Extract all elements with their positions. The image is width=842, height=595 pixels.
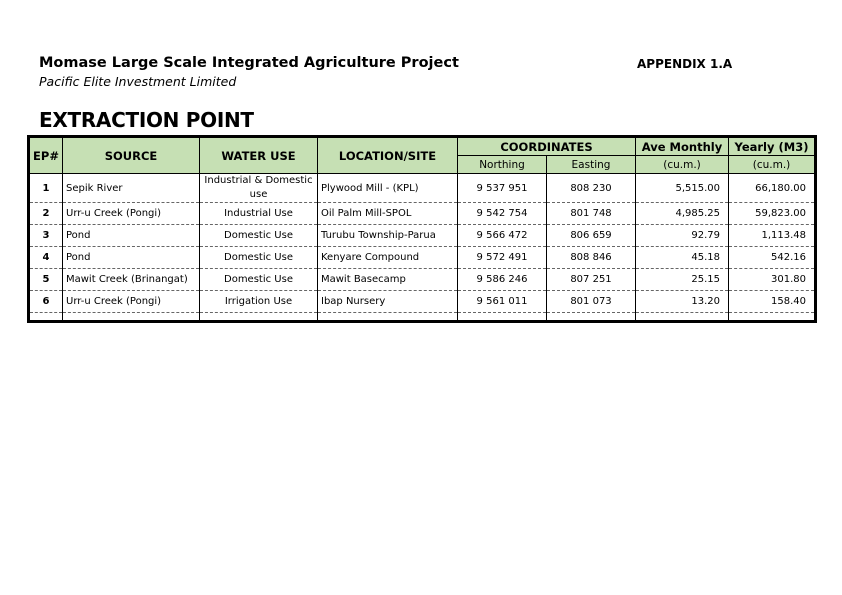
extraction-point-table bbox=[27, 135, 817, 323]
cell-ave-monthly: 13.20 bbox=[636, 291, 729, 313]
cell-ep: 1 bbox=[29, 174, 63, 203]
header-ave-monthly-unit: (cu.m.) bbox=[636, 156, 729, 174]
cell-ave-monthly: 92.79 bbox=[636, 225, 729, 247]
table-row bbox=[29, 291, 816, 313]
header-location: LOCATION/SITE bbox=[318, 137, 458, 174]
project-title: Momase Large Scale Integrated Agriculture Project bbox=[39, 55, 459, 71]
cell-ep: 4 bbox=[29, 247, 63, 269]
table-row bbox=[29, 203, 816, 225]
cell-source: Pond bbox=[63, 225, 200, 247]
cell-yearly: 158.40 bbox=[729, 291, 816, 313]
cell-yearly: 59,823.00 bbox=[729, 203, 816, 225]
cell-source: Urr-u Creek (Pongi) bbox=[63, 203, 200, 225]
header-ave-monthly: Ave Monthly bbox=[636, 137, 729, 156]
table-row-empty bbox=[29, 313, 816, 322]
cell-northing: 9 572 491 bbox=[458, 247, 547, 269]
header-coordinates: COORDINATES bbox=[458, 137, 636, 156]
cell-water-use: Industrial Use bbox=[200, 203, 318, 225]
appendix-label: APPENDIX 1.A bbox=[637, 57, 733, 71]
cell-location: Mawit Basecamp bbox=[318, 269, 458, 291]
cell-easting: 807 251 bbox=[547, 269, 636, 291]
cell-easting: 806 659 bbox=[547, 225, 636, 247]
cell-water-use: Domestic Use bbox=[200, 269, 318, 291]
cell-yearly: 301.80 bbox=[729, 269, 816, 291]
company-subtitle: Pacific Elite Investment Limited bbox=[39, 74, 237, 89]
cell-source: Mawit Creek (Brinangat) bbox=[63, 269, 200, 291]
header-easting: Easting bbox=[547, 156, 636, 174]
cell-yearly: 1,113.48 bbox=[729, 225, 816, 247]
cell-location: Ibap Nursery bbox=[318, 291, 458, 313]
cell-location: Plywood Mill - (KPL) bbox=[318, 174, 458, 203]
cell-empty bbox=[29, 313, 63, 322]
cell-water-use: Domestic Use bbox=[200, 247, 318, 269]
cell-easting: 801 748 bbox=[547, 203, 636, 225]
cell-easting: 808 846 bbox=[547, 247, 636, 269]
cell-empty bbox=[200, 313, 318, 322]
cell-ave-monthly: 5,515.00 bbox=[636, 174, 729, 203]
cell-location: Oil Palm Mill-SPOL bbox=[318, 203, 458, 225]
cell-ave-monthly: 4,985.25 bbox=[636, 203, 729, 225]
table-row bbox=[29, 174, 816, 203]
cell-empty bbox=[547, 313, 636, 322]
cell-empty bbox=[458, 313, 547, 322]
cell-ep: 2 bbox=[29, 203, 63, 225]
cell-ave-monthly: 45.18 bbox=[636, 247, 729, 269]
cell-ep: 6 bbox=[29, 291, 63, 313]
cell-ave-monthly: 25.15 bbox=[636, 269, 729, 291]
cell-water-use: Industrial & Domestic use bbox=[200, 174, 318, 203]
cell-yearly: 66,180.00 bbox=[729, 174, 816, 203]
cell-yearly: 542.16 bbox=[729, 247, 816, 269]
table-row bbox=[29, 225, 816, 247]
cell-northing: 9 542 754 bbox=[458, 203, 547, 225]
cell-empty bbox=[729, 313, 816, 322]
cell-ep: 3 bbox=[29, 225, 63, 247]
header-ep: EP# bbox=[29, 137, 63, 174]
header-yearly-unit: (cu.m.) bbox=[729, 156, 816, 174]
cell-location: Kenyare Compound bbox=[318, 247, 458, 269]
header-yearly: Yearly (M3) bbox=[729, 137, 816, 156]
cell-empty bbox=[63, 313, 200, 322]
cell-water-use: Domestic Use bbox=[200, 225, 318, 247]
header-northing: Northing bbox=[458, 156, 547, 174]
cell-northing: 9 566 472 bbox=[458, 225, 547, 247]
cell-water-use: Irrigation Use bbox=[200, 291, 318, 313]
page-heading: EXTRACTION POINT bbox=[39, 108, 254, 132]
cell-empty bbox=[636, 313, 729, 322]
cell-northing: 9 586 246 bbox=[458, 269, 547, 291]
cell-source: Pond bbox=[63, 247, 200, 269]
header-source: SOURCE bbox=[63, 137, 200, 174]
cell-easting: 808 230 bbox=[547, 174, 636, 203]
table-row bbox=[29, 247, 816, 269]
header-water-use: WATER USE bbox=[200, 137, 318, 174]
cell-ep: 5 bbox=[29, 269, 63, 291]
cell-source: Sepik River bbox=[63, 174, 200, 203]
table-row bbox=[29, 269, 816, 291]
cell-northing: 9 561 011 bbox=[458, 291, 547, 313]
cell-location: Turubu Township-Parua bbox=[318, 225, 458, 247]
cell-empty bbox=[318, 313, 458, 322]
cell-northing: 9 537 951 bbox=[458, 174, 547, 203]
cell-source: Urr-u Creek (Pongi) bbox=[63, 291, 200, 313]
cell-easting: 801 073 bbox=[547, 291, 636, 313]
